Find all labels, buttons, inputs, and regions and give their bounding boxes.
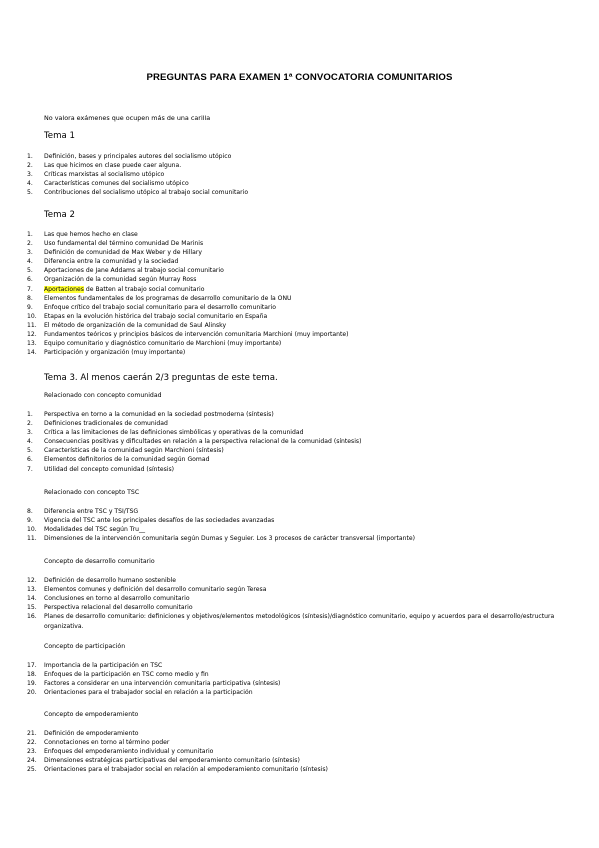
tema3-group-label: Relacionado con concepto comunidad	[44, 392, 162, 399]
tema3-group-label: Concepto de empoderamiento	[44, 711, 139, 718]
tema3-group-label: Concepto de participación	[44, 643, 126, 650]
tema1-heading: Tema 1	[44, 131, 75, 141]
tema3-heading: Tema 3. Al menos caerán 2/3 preguntas de este tema.	[44, 373, 278, 383]
tema3-group-label: Relacionado con concepto TSC	[44, 489, 140, 496]
tema3-group-label: Concepto de desarrollo comunitario	[44, 558, 155, 565]
tema2-heading: Tema 2	[44, 210, 75, 220]
highlighted-word: Aportaciones	[44, 285, 84, 293]
exam-note: No valora exámenes que ocupen más de una carilla	[44, 114, 211, 122]
page-title: PREGUNTAS PARA EXAMEN 1ª CONVOCATORIA COMUNITARIOS	[146, 72, 453, 83]
